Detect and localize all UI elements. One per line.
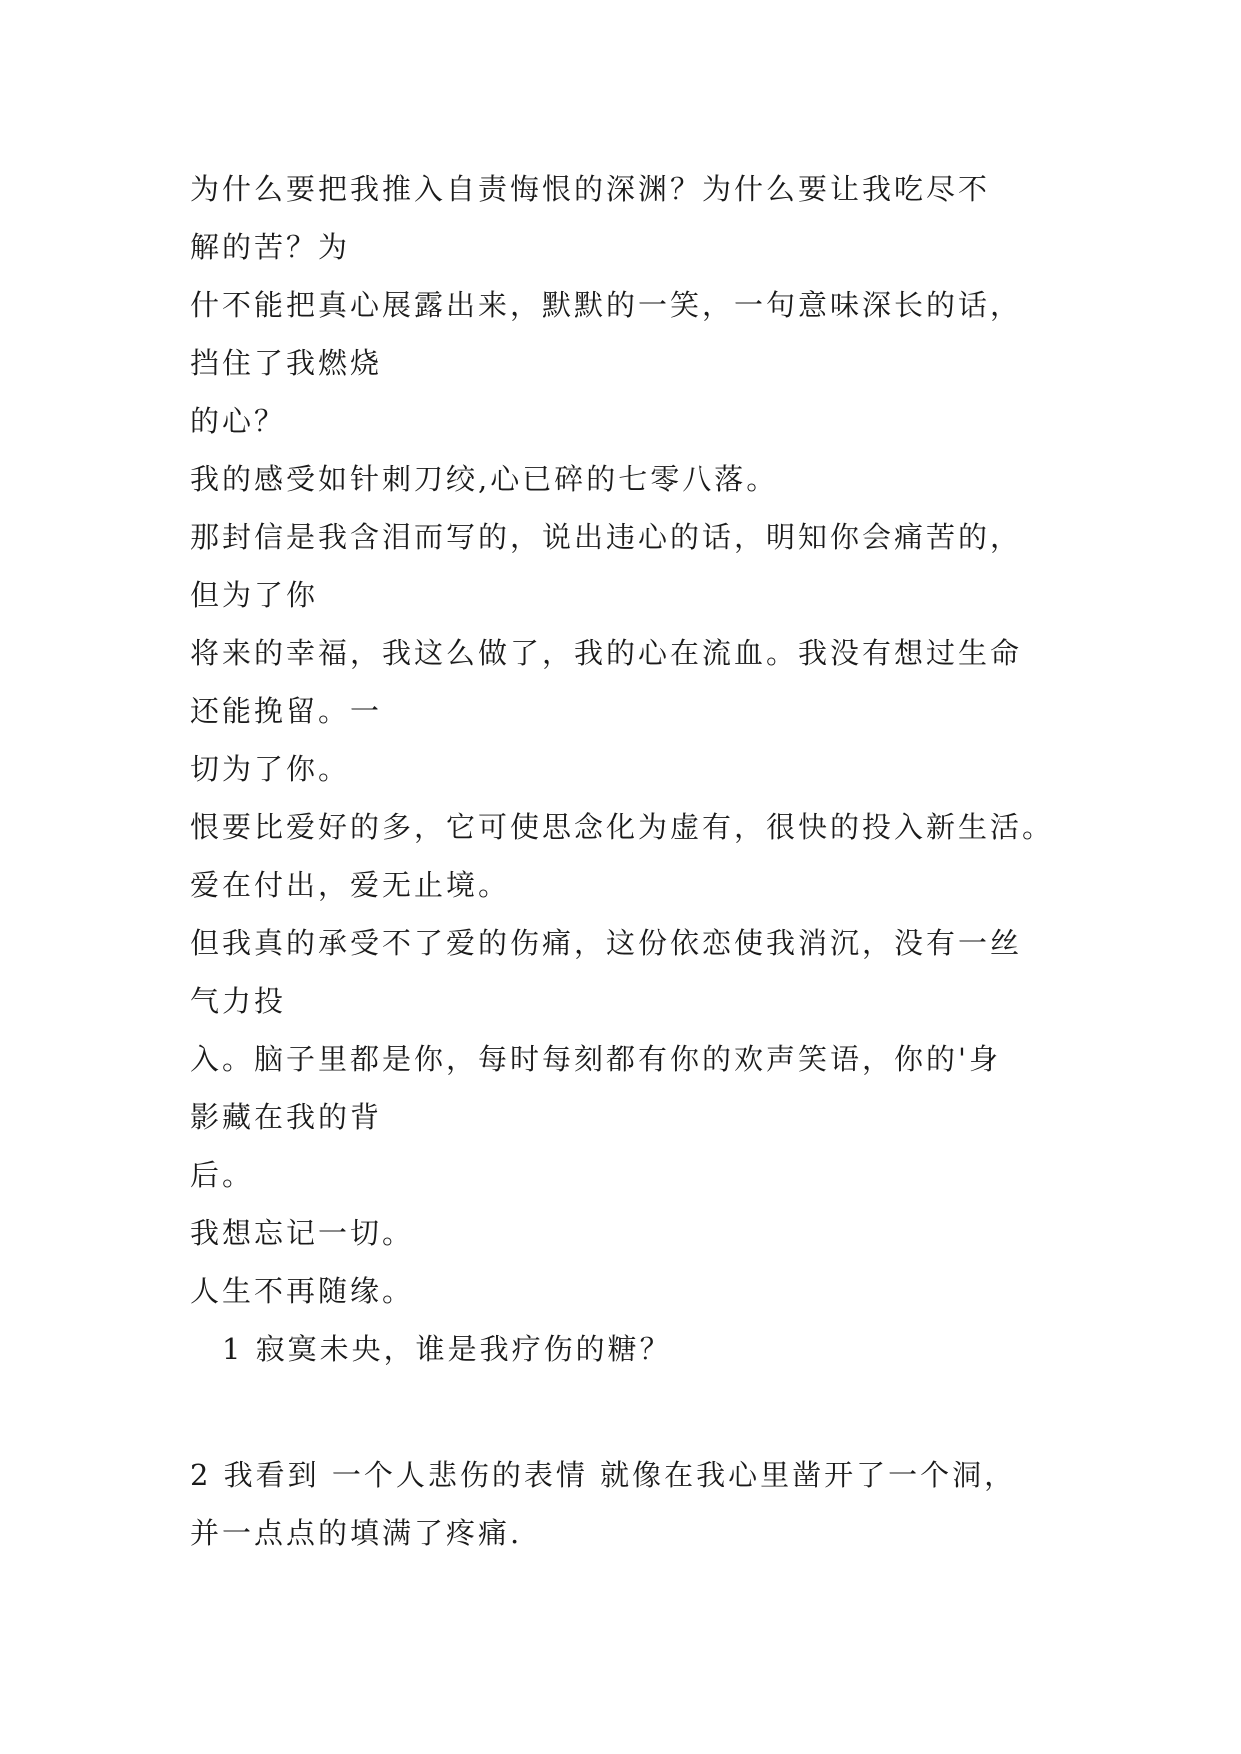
document-body [190,160,1090,1562]
text-line: 入。脑子里都是你，每时每刻都有你的欢声笑语，你的'身 [190,1042,1001,1076]
text-line: 我的感受如针刺刀绞,心已碎的七零八落。 [190,462,779,496]
numbered-line-2-continued: 并一点点的填满了疼痛. [190,1516,523,1550]
text-line: 气力投 [190,984,287,1018]
text-line: 我想忘记一切。 [190,1216,415,1250]
text-line: 后。 [190,1158,255,1192]
text-line: 将来的幸福，我这么做了，我的心在流血。我没有想过生命 [190,636,1023,670]
numbered-line-2: 2 我看到 一个人悲伤的表情 就像在我心里凿开了一个洞， [190,1458,1017,1492]
text-line: 影藏在我的背 [190,1100,383,1134]
numbered-line-1: 1 寂寞未央，谁是我疗伤的糖？ [222,1332,672,1366]
text-line: 还能挽留。一 [190,694,383,728]
text-line: 爱在付出，爱无止境。 [190,868,511,902]
text-line: 人生不再随缘。 [190,1274,415,1308]
text-line: 解的苦？为 [190,230,351,264]
text-line: 什不能把真心展露出来，默默的一笑，一句意味深长的话， [190,288,1023,322]
text-line: 但我真的承受不了爱的伤痛，这份依恋使我消沉，没有一丝 [190,926,1023,960]
text-line: 恨要比爱好的多，它可使思念化为虚有，很快的投入新生活。 [190,810,1055,844]
paragraph-gap [190,1378,1090,1446]
text-line: 挡住了我燃烧 [190,346,383,380]
text-line: 那封信是我含泪而写的，说出违心的话，明知你会痛苦的， [190,520,1023,554]
text-line: 为什么要把我推入自责悔恨的深渊？为什么要让我吃尽不 [190,172,991,206]
text-line: 切为了你。 [190,752,351,786]
text-line: 但为了你 [190,578,319,612]
text-line: 的心？ [190,404,287,438]
